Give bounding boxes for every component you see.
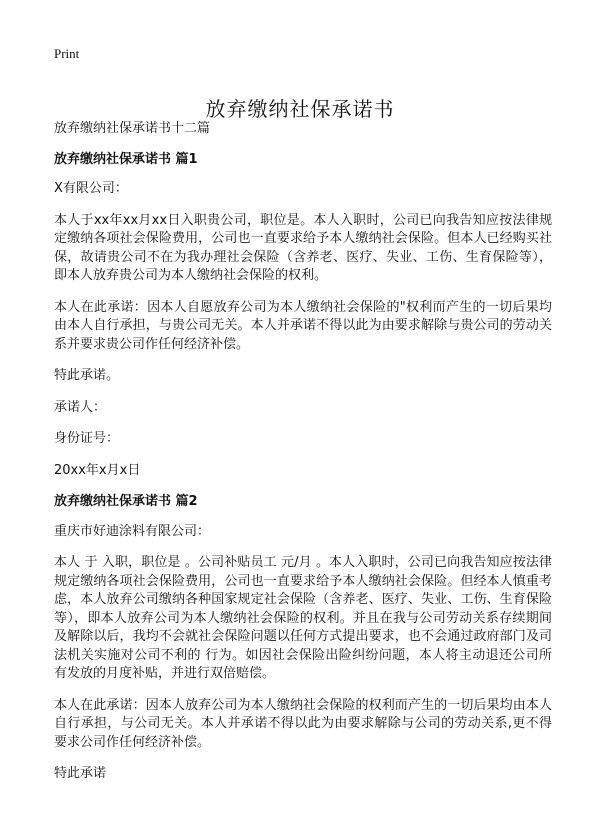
body-paragraph: 本人 于 入职，职位是 。公司补贴员工 元/月 。本人入职时，公司已向我告知应按法律规定缴纳各项社会保险费用，公司也一直要求给予本人缴纳社会保险。但经本人慎重考虑，本人放弃公司缴纳各种国家规定社会保险（含养老、医疗、失业、工伤、生育保险等），即本人放弃公司为本人缴纳社会保险的权利。并且在我与公司劳动关系存续期间及解除以后，我均不会就社会保险问题以任何方式提出要求，也不会通过政府部门及司法机关实施对公司不利的 行为。如因社会保险出险纠纷问题，本人将主动退还公司所有发放的月度补贴，并进行双倍赔偿。: [54, 555, 552, 681]
section-heading: 放弃缴纳社保承诺书 篇2: [54, 494, 198, 509]
sign-date: 20xx年x月x日: [54, 462, 141, 478]
page-title: 放弃缴纳社保承诺书: [205, 97, 395, 122]
document-body: [54, 120, 552, 793]
body-paragraph: 本人在此承诺：因本人自愿放弃公司为本人缴纳社会保险的"权利而产生的一切后果均由本人自行承担，与贵公司无关。本人并承诺不得以此为由要求解除与贵公司的劳动关系并要求贵公司作任何经济补偿。: [54, 299, 552, 352]
addressee: 重庆市好迪涂料有限公司：: [54, 523, 211, 539]
signer-label: 承诺人：: [54, 399, 107, 415]
body-paragraph: 本人于xx年xx月xx日入职贵公司，职位是。本人入职时，公司已向我告知应按法律规定缴纳各项社会保险费用，公司也一直要求给予本人缴纳社会保险。但本人已经购买社保，故请贵公司不在为我办理社会保险（含养老、医疗、失业、工伤、生育保险等），即本人放弃贵公司为本人缴纳社会保险的权利。: [54, 212, 552, 283]
section-heading: 放弃缴纳社保承诺书 篇1: [54, 151, 198, 167]
addressee: X有限公司：: [54, 181, 128, 196]
print-link[interactable]: Print: [54, 46, 80, 61]
section-1: [54, 151, 552, 481]
id-number-label: 身份证号：: [54, 431, 120, 446]
closing-text: 特此承诺。: [54, 368, 120, 383]
body-paragraph: 本人在此承诺：因本人放弃公司为本人缴纳社会保险的权利而产生的一切后果均由本人自行承担，与公司无关。本人并承诺不得以此为由要求解除与公司的劳动关系,更不得要求公司作任何经济补偿。: [54, 697, 552, 750]
section-2: [54, 493, 552, 784]
closing-text: 特此承诺: [54, 766, 107, 781]
document-subtitle: 放弃缴纳社保承诺书十二篇: [54, 121, 211, 136]
